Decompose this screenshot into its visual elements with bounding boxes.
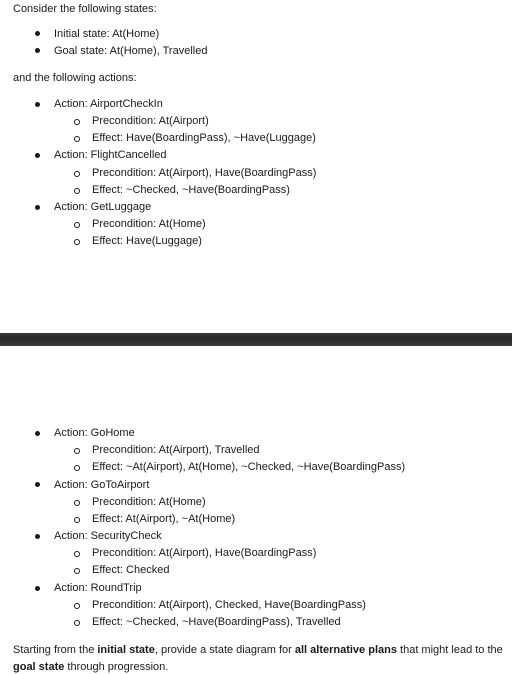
sub-bullet-icon bbox=[74, 603, 80, 609]
sub-bullet-icon bbox=[74, 517, 80, 523]
intro-actions-text: and the following actions: bbox=[13, 72, 137, 84]
closing-bold-goal-state: goal state bbox=[13, 661, 65, 673]
bullet-icon bbox=[35, 431, 40, 436]
action-precondition: Precondition: At(Home) bbox=[92, 218, 206, 230]
action-precondition: Precondition: At(Airport) bbox=[92, 115, 209, 127]
sub-bullet-icon bbox=[74, 222, 80, 228]
action-name: Action: AirportCheckIn bbox=[54, 98, 163, 110]
closing-line-1 bbox=[13, 643, 503, 657]
action-precondition: Precondition: At(Airport), Have(BoardingPass) bbox=[92, 547, 317, 559]
document-page-1 bbox=[0, 0, 512, 333]
bullet-icon bbox=[35, 586, 40, 591]
closing-text: that might lead to the bbox=[396, 644, 503, 656]
bullet-icon bbox=[35, 153, 40, 158]
action-effect: Effect: Checked bbox=[92, 564, 170, 576]
action-effect: Effect: Have(BoardingPass), ~Have(Luggage) bbox=[92, 132, 316, 144]
closing-line-2 bbox=[13, 660, 168, 674]
sub-bullet-icon bbox=[74, 620, 80, 626]
action-name: Action: RoundTrip bbox=[54, 582, 142, 594]
closing-text: Starting from the bbox=[13, 644, 98, 656]
intro-states-text: Consider the following states: bbox=[13, 3, 157, 15]
action-effect: Effect: ~Checked, ~Have(BoardingPass) bbox=[92, 184, 290, 196]
action-precondition: Precondition: At(Airport), Travelled bbox=[92, 444, 260, 456]
sub-bullet-icon bbox=[74, 500, 80, 506]
action-name: Action: FlightCancelled bbox=[54, 149, 167, 161]
sub-bullet-icon bbox=[74, 119, 80, 125]
sub-bullet-icon bbox=[74, 171, 80, 177]
goal-state-text: Goal state: At(Home), Travelled bbox=[54, 45, 208, 57]
closing-bold-alternative-plans: all alternative plans bbox=[294, 644, 397, 656]
closing-text: through progression. bbox=[64, 661, 169, 673]
bullet-icon bbox=[35, 534, 40, 539]
initial-state-text: Initial state: At(Home) bbox=[54, 28, 160, 40]
action-effect: Effect: ~Checked, ~Have(BoardingPass), Travelled bbox=[92, 616, 341, 628]
action-name: Action: GoHome bbox=[54, 427, 135, 439]
action-precondition: Precondition: At(Home) bbox=[92, 496, 206, 508]
action-name: Action: GetLuggage bbox=[54, 201, 152, 213]
bullet-icon bbox=[35, 205, 40, 210]
sub-bullet-icon bbox=[74, 188, 80, 194]
action-precondition: Precondition: At(Airport), Checked, Have(BoardingPass) bbox=[92, 599, 366, 611]
sub-bullet-icon bbox=[74, 448, 80, 454]
bullet-icon bbox=[35, 102, 40, 107]
action-effect: Effect: Have(Luggage) bbox=[92, 235, 202, 247]
sub-bullet-icon bbox=[74, 568, 80, 574]
page-separator bbox=[0, 333, 512, 346]
closing-bold-initial-state: initial state bbox=[97, 644, 155, 656]
action-effect: Effect: ~At(Airport), At(Home), ~Checked, ~Have(BoardingPass) bbox=[92, 461, 406, 473]
sub-bullet-icon bbox=[74, 465, 80, 471]
bullet-icon bbox=[35, 48, 40, 53]
sub-bullet-icon bbox=[74, 551, 80, 557]
closing-text: , provide a state diagram for bbox=[154, 644, 295, 656]
action-effect: Effect: At(Airport), ~At(Home) bbox=[92, 513, 236, 525]
action-precondition: Precondition: At(Airport), Have(BoardingPass) bbox=[92, 167, 317, 179]
sub-bullet-icon bbox=[74, 239, 80, 245]
action-name: Action: SecurityCheck bbox=[54, 530, 162, 542]
document-page-2 bbox=[0, 346, 512, 673]
bullet-icon bbox=[35, 482, 40, 487]
sub-bullet-icon bbox=[74, 136, 80, 142]
bullet-icon bbox=[35, 31, 40, 36]
action-name: Action: GoToAirport bbox=[54, 479, 150, 491]
